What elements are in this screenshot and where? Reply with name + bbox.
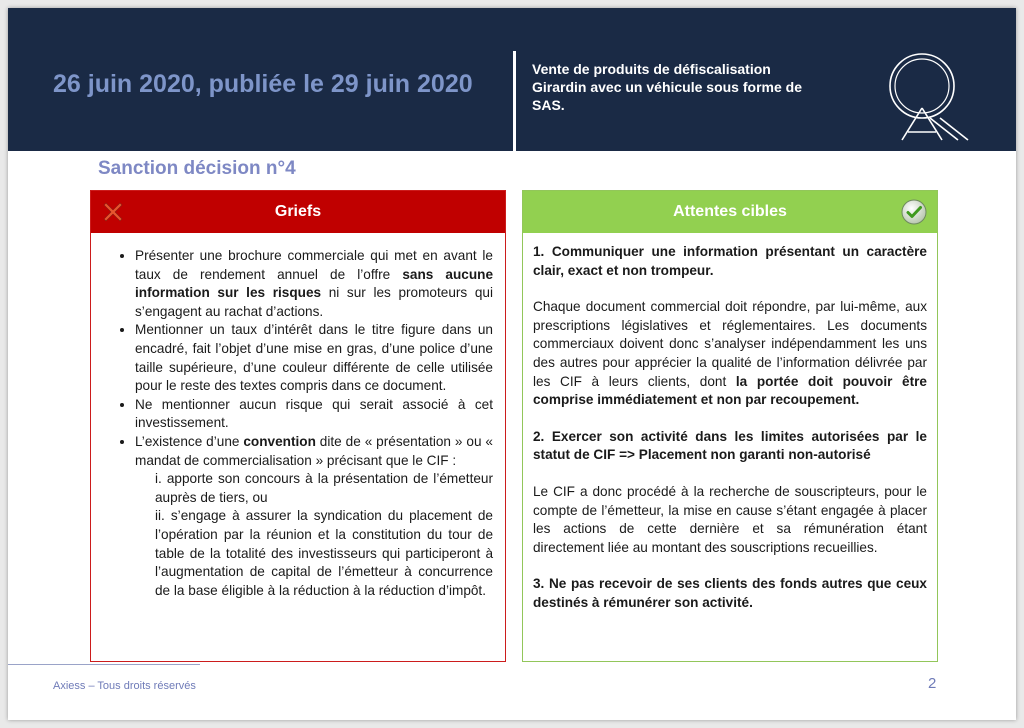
footer-divider: [8, 664, 200, 665]
list-item: • Mentionner un taux d’intérêt dans le titre figure dans un encadré, fait l’objet d’une mise en gras, d’une police d’une taille supérieure, d’une couleur différente de celle utilisée pour le reste des textes compris dans ce document.: [135, 321, 493, 395]
page-number: 2: [928, 675, 937, 692]
header-banner: [8, 8, 1016, 151]
attentes-title: Attentes cibles: [673, 203, 787, 220]
sub-list-item: i. apporte son concours à la présentation de l’émetteur auprès de tiers, ou: [155, 471, 493, 505]
footer-copyright: Axiess – Tous droits réservés: [53, 680, 196, 692]
list-item: • L’existence d’une convention dite de « présentation » ou « mandat de commercialisation » précisant que le CIF : i. apporte son concours à la présentation de l’émetteur auprès de tiers, ou ii. s’engage à assurer la syndication du placement de l’opération par la réunion et la constitution du tour de table de la totalité des investisseurs qui participeront à l’augmentation de capital de l’émetteur à concurrence de la base éligible à la réduction à la réduction d’impôt.: [135, 433, 493, 600]
griefs-title: Griefs: [274, 203, 322, 220]
decision-subject: Vente de produits de défiscalisation Girardin avec un véhicule sous forme de SAS.: [532, 61, 802, 113]
griefs-body: [91, 233, 505, 600]
griefs-list: [119, 247, 493, 600]
attentes-item-1-text: Chaque document commercial doit répondre, par lui-même, aux prescriptions législatives et réglementaires. Les documents commerciaux doivent donc s’analyser indépendamment les uns des autres pour apprécier la qualité de l’information délivrée par les CIF à leurs clients, dont la portée doit pouvoir être comprise immédiatement et non par recoupement.: [533, 299, 927, 408]
attentes-item-2-text: Le CIF a donc procédé à la recherche de souscripteurs, pour le compte de l’émetteur, la mise en cause s’étant engagée à placer les actions de cette dernière et sa rémunération étant directement liée au montant des souscriptions recueillies.: [533, 483, 927, 555]
attentes-panel: [522, 190, 938, 662]
x-mark-icon: [101, 200, 125, 224]
griefs-panel: [90, 190, 506, 662]
check-icon: [901, 199, 927, 225]
griefs-header: [91, 191, 505, 233]
attentes-body: [523, 233, 937, 613]
slide: [8, 8, 1016, 720]
decision-date: 26 juin 2020, publiée le 29 juin 2020: [53, 70, 473, 98]
header-divider: [513, 51, 516, 151]
attentes-item-3-title: 3. Ne pas recevoir de ses clients des fonds autres que ceux destinés à rémunérer son activité.: [533, 576, 927, 610]
attentes-item-1-title: 1. Communiquer une information présentant un caractère clair, exact et non trompeur.: [533, 244, 927, 278]
attentes-header: [523, 191, 937, 233]
attentes-item-2-title: 2. Exercer son activité dans les limites autorisées par le statut de CIF => Placement non garanti non-autorisé: [533, 428, 927, 463]
ferris-wheel-logo-icon: [880, 46, 970, 142]
list-item: • Présenter une brochure commerciale qui met en avant le taux de rendement annuel de l’offre sans aucune information sur les risques ni sur les promoteurs qui s’engagent au rachat d’actions.: [135, 247, 493, 321]
list-item: • Ne mentionner aucun risque qui serait associé à cet investissement.: [135, 396, 493, 433]
sub-list-item: ii. s’engage à assurer la syndication du placement de l’opération par la réunion et la constitution du tour de table de la totalité des investisseurs qui participeront à l’augmentation de capital de l’émetteur à concurrence de la base éligible à la réduction à la réduction d’impôt.: [155, 508, 493, 598]
section-title: Sanction décision n°4: [98, 158, 296, 179]
